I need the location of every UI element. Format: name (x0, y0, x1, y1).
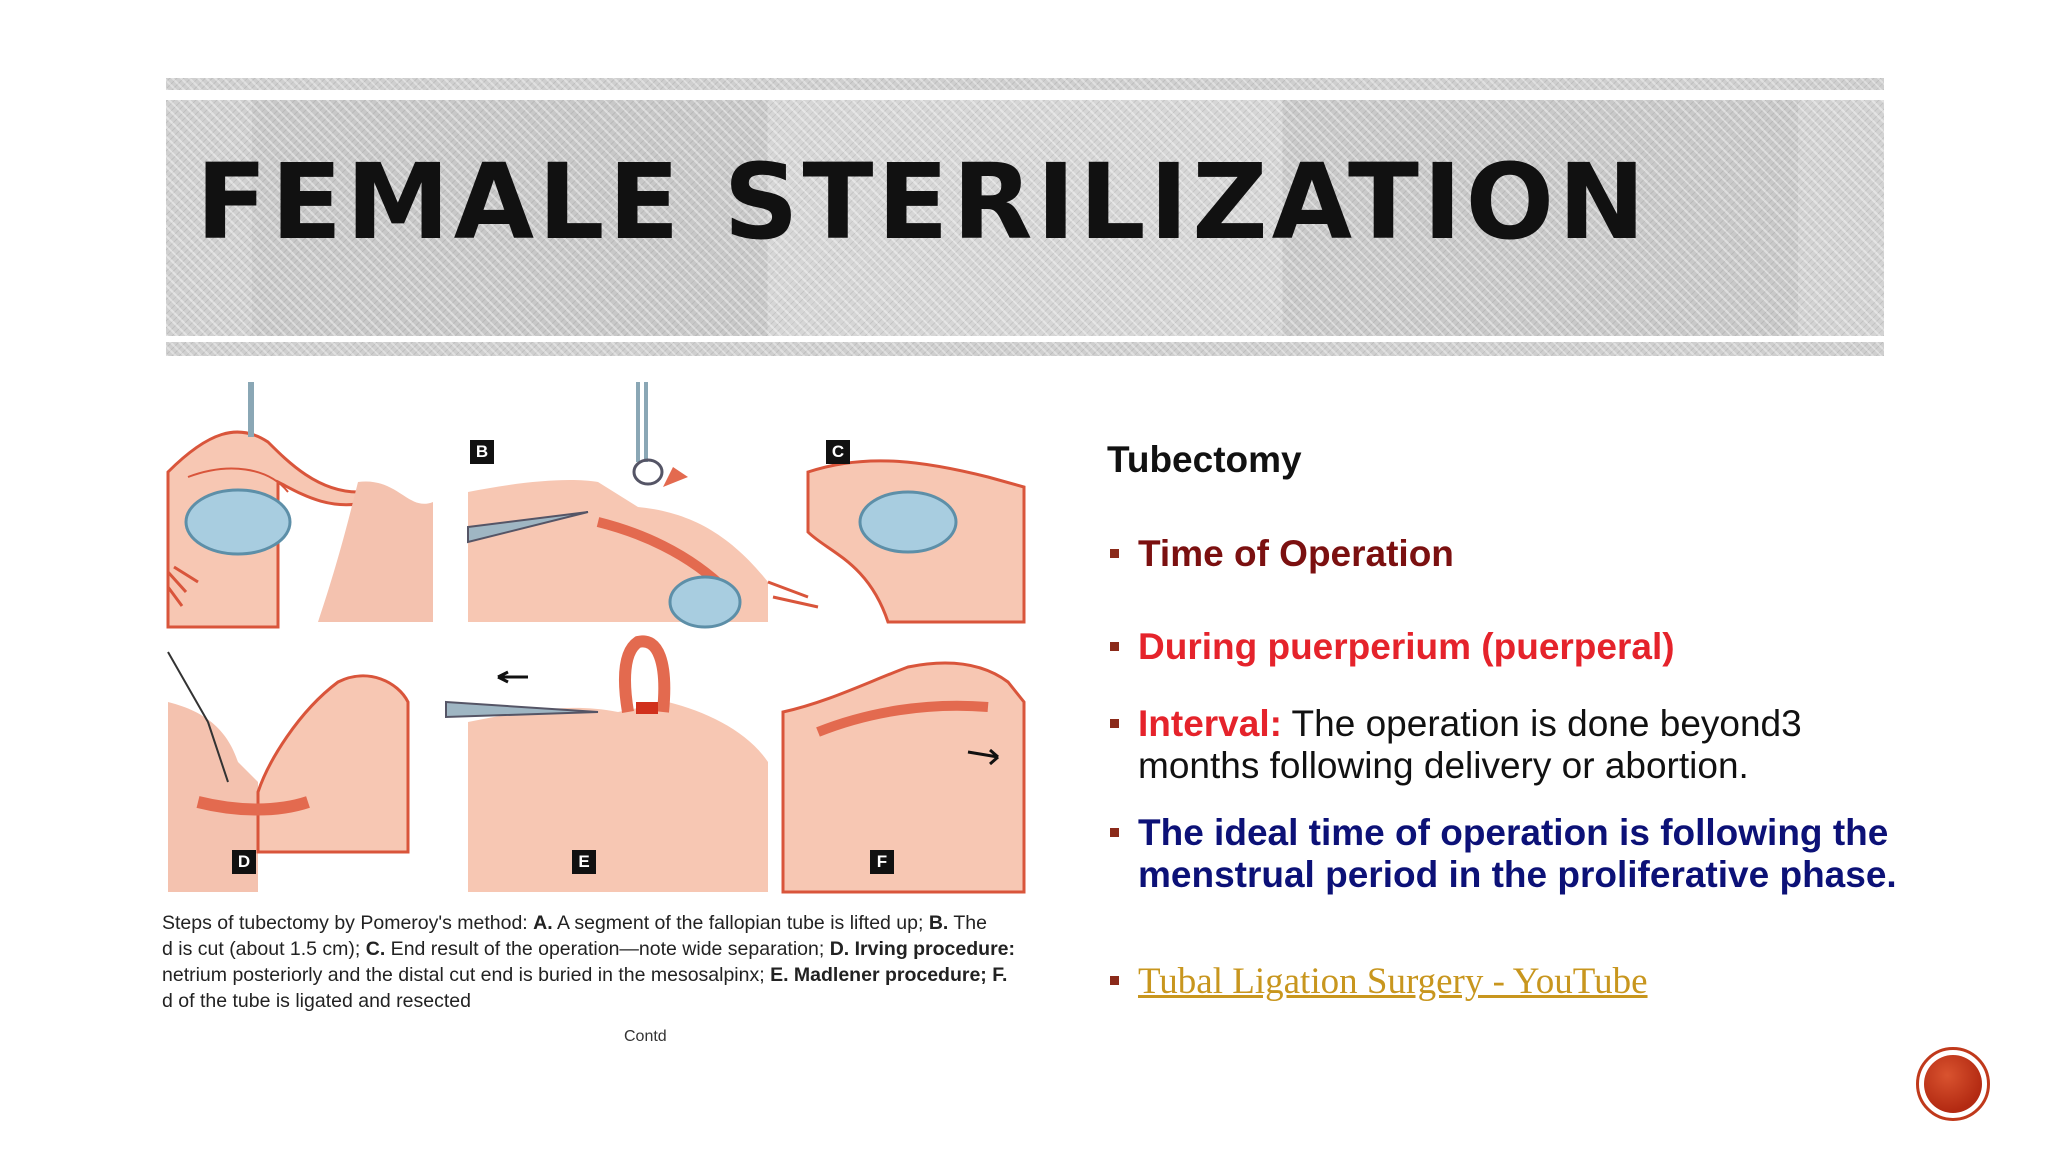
square-bullet-icon (1110, 976, 1119, 985)
bullet-time-of-operation (1107, 533, 1454, 575)
bullet-text: The operation is done beyond3 months following delivery or abortion. (1138, 703, 1802, 786)
bullet-text: Time of Operation (1138, 533, 1454, 574)
slide-title: FEMALE STERILIZATION (196, 141, 1650, 263)
caption-line-3: netrium posteriorly and the distal cut end is buried in the mesosalpinx; E. Madlener procedure; F. (162, 964, 1008, 986)
panel-b-drawing (468, 382, 768, 627)
bullet-text: The ideal time of operation is following the menstrual period in the proliferative phase. (1138, 812, 1897, 895)
caption-line-4: d of the tube is ligated and resected (162, 990, 471, 1012)
square-bullet-icon (1110, 642, 1119, 651)
panel-a-drawing (168, 382, 433, 627)
circle-button-icon[interactable] (1916, 1047, 1990, 1121)
bullet-interval (1107, 703, 1898, 787)
section-heading: Tubectomy (1107, 439, 1302, 480)
figure-caption (162, 910, 1032, 1014)
tubectomy-figure (162, 382, 1024, 1045)
panel-f-drawing (783, 663, 1024, 892)
tubectomy-illustration (168, 382, 1024, 902)
content-column (1107, 438, 1897, 1002)
panel-label-b: B (470, 440, 494, 464)
banner-stripe-top (166, 78, 1884, 90)
panel-label-d: D (232, 850, 256, 874)
banner-stripe-bottom (166, 342, 1884, 356)
bullet-text: During puerperium (puerperal) (1138, 626, 1675, 667)
circle-button-fill (1924, 1055, 1982, 1113)
panel-label-e: E (572, 850, 596, 874)
bullet-video-link (1107, 960, 1648, 1003)
youtube-link[interactable]: Tubal Ligation Surgery - YouTube (1138, 961, 1648, 1002)
square-bullet-icon (1110, 719, 1119, 728)
square-bullet-icon (1110, 828, 1119, 837)
caption-line-1: Steps of tubectomy by Pomeroy's method: A. A segment of the fallopian tube is lifted up; B. The (162, 912, 987, 934)
square-bullet-icon (1110, 549, 1119, 558)
panel-d-drawing (168, 652, 408, 892)
panel-label-c: C (826, 440, 850, 464)
bullet-label: Interval: (1138, 703, 1282, 744)
panel-c-drawing (768, 461, 1024, 622)
panel-e-drawing (446, 641, 768, 892)
bullet-ideal-time (1107, 812, 1898, 896)
caption-contd: Contd (624, 1028, 667, 1045)
banner-main (166, 100, 1884, 336)
panel-label-f: F (870, 850, 894, 874)
title-banner (166, 78, 1884, 356)
caption-line-2: d is cut (about 1.5 cm); C. End result of the operation—note wide separation; D. Irving procedure: (162, 938, 1015, 960)
bullet-puerperium (1107, 626, 1675, 668)
